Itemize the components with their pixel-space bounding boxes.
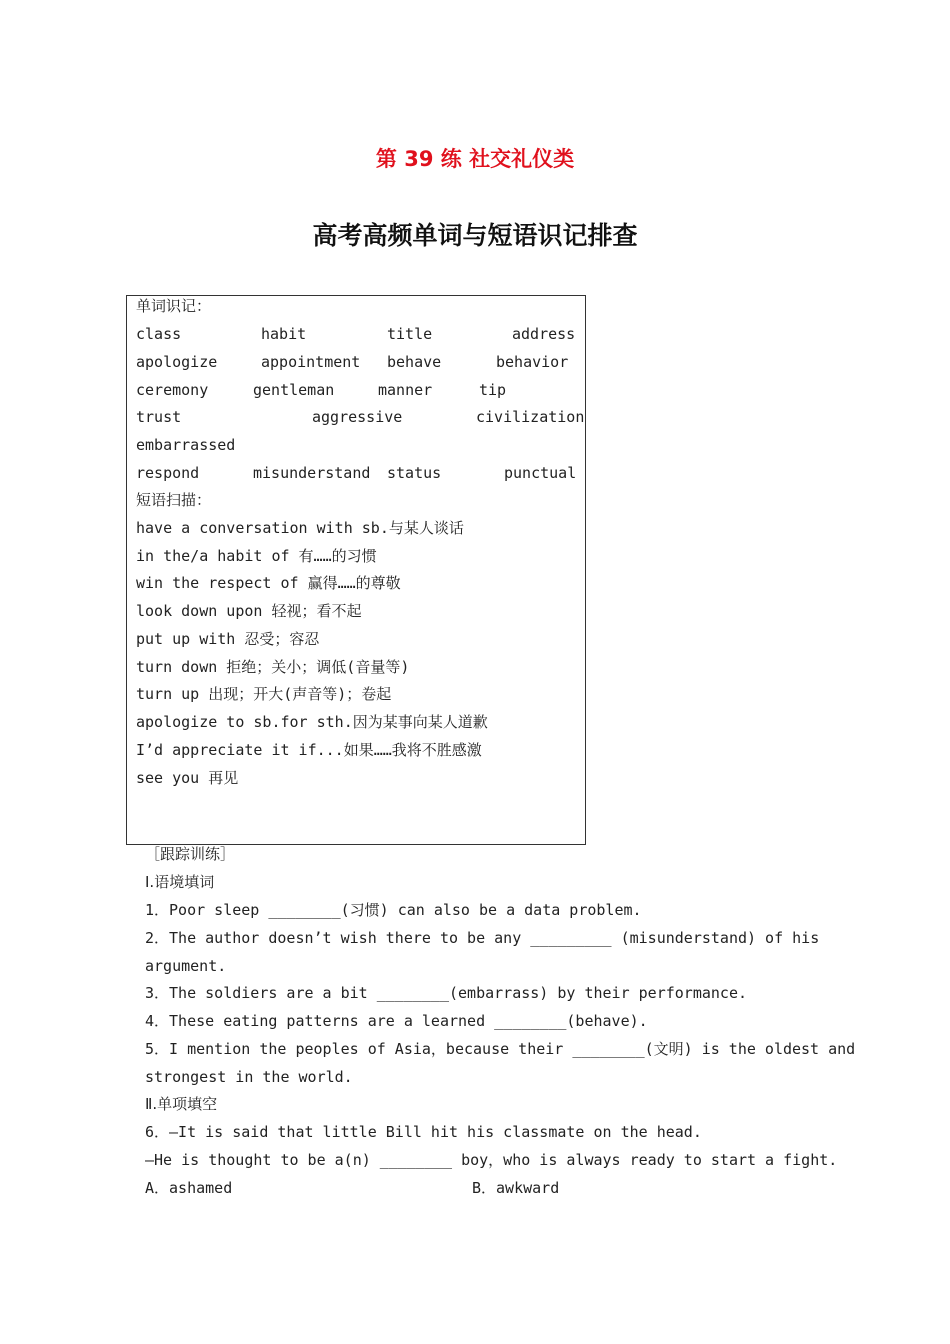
question-5: 5．I mention the peoples of Asia，because their ________(文明) is the oldest and [145, 1040, 856, 1058]
exercise-number-title: 第 39 练 社交礼仪类 [375, 147, 575, 171]
phrase: in the/a habit of 有……的习惯 [136, 547, 377, 565]
question-6: 6．—It is said that little Bill hit his classmate on the head. [145, 1123, 702, 1141]
word: trust [136, 408, 182, 426]
question-3: 3．The soldiers are a bit ________(embarrass) by their performance. [145, 984, 747, 1002]
word: status [387, 464, 442, 482]
phrase: win the respect of 赢得……的尊敬 [136, 574, 401, 592]
question-4: 4．These eating patterns are a learned ________(behave). [145, 1012, 648, 1030]
question-1: 1．Poor sleep ________(习惯) can also be a data problem. [145, 901, 642, 919]
vocabulary-box [126, 295, 586, 845]
word: appointment [261, 353, 361, 371]
phrase: have a conversation with sb.与某人谈话 [136, 519, 464, 537]
word: embarrassed [136, 436, 236, 454]
word: punctual [504, 464, 577, 482]
phrase: I’d appreciate it if...如果……我将不胜感激 [136, 741, 482, 759]
question-5-continued: strongest in the world. [145, 1068, 353, 1086]
phrase: turn up 出现；开大(声音等)；卷起 [136, 685, 392, 703]
word: aggressive [312, 408, 403, 426]
word: ceremony [136, 381, 209, 399]
phrase: see you 再见 [136, 769, 239, 787]
word: civilization [476, 408, 585, 426]
question-2-continued: argument. [145, 957, 227, 975]
page-title: 高考高频单词与短语识记排查 [312, 221, 638, 250]
word: apologize [136, 353, 218, 371]
word: habit [261, 325, 307, 343]
question-2: 2．The author doesn’t wish there to be any _________ (misunderstand) of his [145, 929, 820, 947]
word: behave [387, 353, 442, 371]
phrase: put up with 忍受；容忍 [136, 630, 320, 648]
phrases-heading: 短语扫描： [136, 491, 212, 509]
word: respond [136, 464, 200, 482]
word: misunderstand [253, 464, 371, 482]
option-b: B．awkward [472, 1179, 560, 1197]
phrase: apologize to sb.for sth.因为某事向某人道歉 [136, 713, 488, 731]
word: title [387, 325, 433, 343]
word: tip [479, 381, 507, 399]
word: gentleman [253, 381, 335, 399]
word: class [136, 325, 182, 343]
option-a: A．ashamed [145, 1179, 233, 1197]
words-heading: 单词识记： [136, 297, 212, 315]
section-heading-multiple-choice: Ⅱ.单项填空 [145, 1095, 218, 1113]
question-6-continued: —He is thought to be a(n) ________ boy，who is always ready to start a fight. [145, 1151, 838, 1169]
word: manner [378, 381, 433, 399]
word: address [512, 325, 576, 343]
word: behavior [496, 353, 569, 371]
section-heading-fill-in: Ⅰ.语境填词 [145, 873, 215, 891]
phrase: look down upon 轻视；看不起 [136, 602, 362, 620]
phrase: turn down 拒绝；关小；调低(音量等) [136, 658, 410, 676]
tracking-label: ［跟踪训练］ [145, 845, 236, 863]
